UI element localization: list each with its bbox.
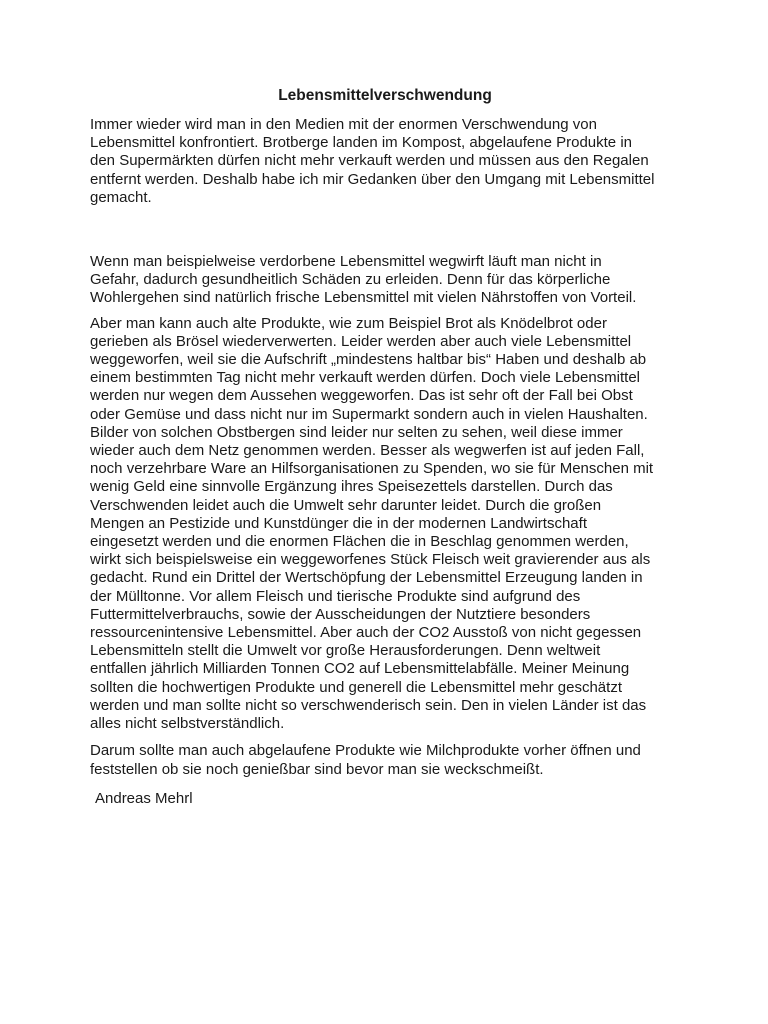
paragraph-conclusion: Darum sollte man auch abgelaufene Produkte wie Milchprodukte vorher öffnen und feststellen ob sie noch genießbar sind bevor man sie weckschmeißt. — [90, 742, 641, 778]
paragraph-intro: Immer wieder wird man in den Medien mit der enormen Verschwendung von Lebensmittel konfrontiert. Brotberge landen im Kompost, abgelaufene Produkte in den Supermärkten dürfen nicht mehr verkauft werden und müssen aus den Regalen entfernt werden. Deshalb habe ich mir Gedanken über den Umgang mit Lebensmittel gemacht. — [90, 116, 655, 206]
document-title: Lebensmittelverschwendung — [278, 87, 492, 104]
paragraph-health: Wenn man beispielweise verdorbene Lebensmittel wegwirft läuft man nicht in Gefahr, dadurch gesundheitlich Schäden zu erleiden. Denn für das körperliche Wohlergehen sind natürlich frische Lebensmittel mit vielen Nährstoffen von Vorteil. — [90, 253, 637, 307]
paragraph-main: Aber man kann auch alte Produkte, wie zum Beispiel Brot als Knödelbrot oder gerieben als Brösel wiederverwerten. Leider werden aber auch viele Lebensmittel weggeworfen, weil sie die Aufschrift „mindestens haltbar bis“ Haben und deshalb ab einem bestimmten Tag nicht mehr verkauft werden dürfen. Doch viele Lebensmittel werden nur wegen dem Aussehen weggeworfen. Das ist sehr oft der Fall bei Obst oder Gemüse und dass nicht nur im Supermarkt sondern auch in vielen Haushalten. Bilder von solchen Obstbergen sind leider nur selten zu sehen, weil diese immer wieder auch dem Netz genommen werden. Besser als wegwerfen ist auf jeden Fall, noch verzehrbare Ware an Hilfsorganisationen zu Spenden, wo sie für Menschen mit wenig Geld eine sinnvolle Ergänzung ihres Speisezettels darstellen. Durch das Verschwenden leidet auch die Umwelt sehr darunter leidet. Durch die großen Mengen an Pestizide und Kunstdünger die in der modernen Landwirtschaft eingesetzt werden und die enormen Flächen die in Beschlag genommen werden, wirkt sich beispielsweise ein weggeworfenes Stück Fleisch weit gravierender aus als gedacht. Rund ein Drittel der Wertschöpfung der Lebensmittel Erzeugung landen in der Mülltonne. Vor allem Fleisch und tierische Produkte sind aufgrund des Futtermittelverbrauchs, sowie der Ausscheidungen der Nutztiere besonders ressourcenintensive Lebensmittel. Aber auch der CO2 Ausstoß von nicht gegessen Lebensmitteln stellt die Umwelt vor große Herausforderungen. Denn weltweit entfallen jährlich Milliarden Tonnen CO2 auf Lebensmittelabfälle. Meiner Meinung sollten die hochwertigen Produkte und generell die Lebensmittel mehr geschätzt werden und man sollte nicht so verschwenderisch sein. Den in vielen Länder ist das alles nicht selbstverständlich. — [90, 314, 654, 733]
author-name: Andreas Mehrl — [95, 789, 193, 807]
document-page — [90, 86, 680, 808]
